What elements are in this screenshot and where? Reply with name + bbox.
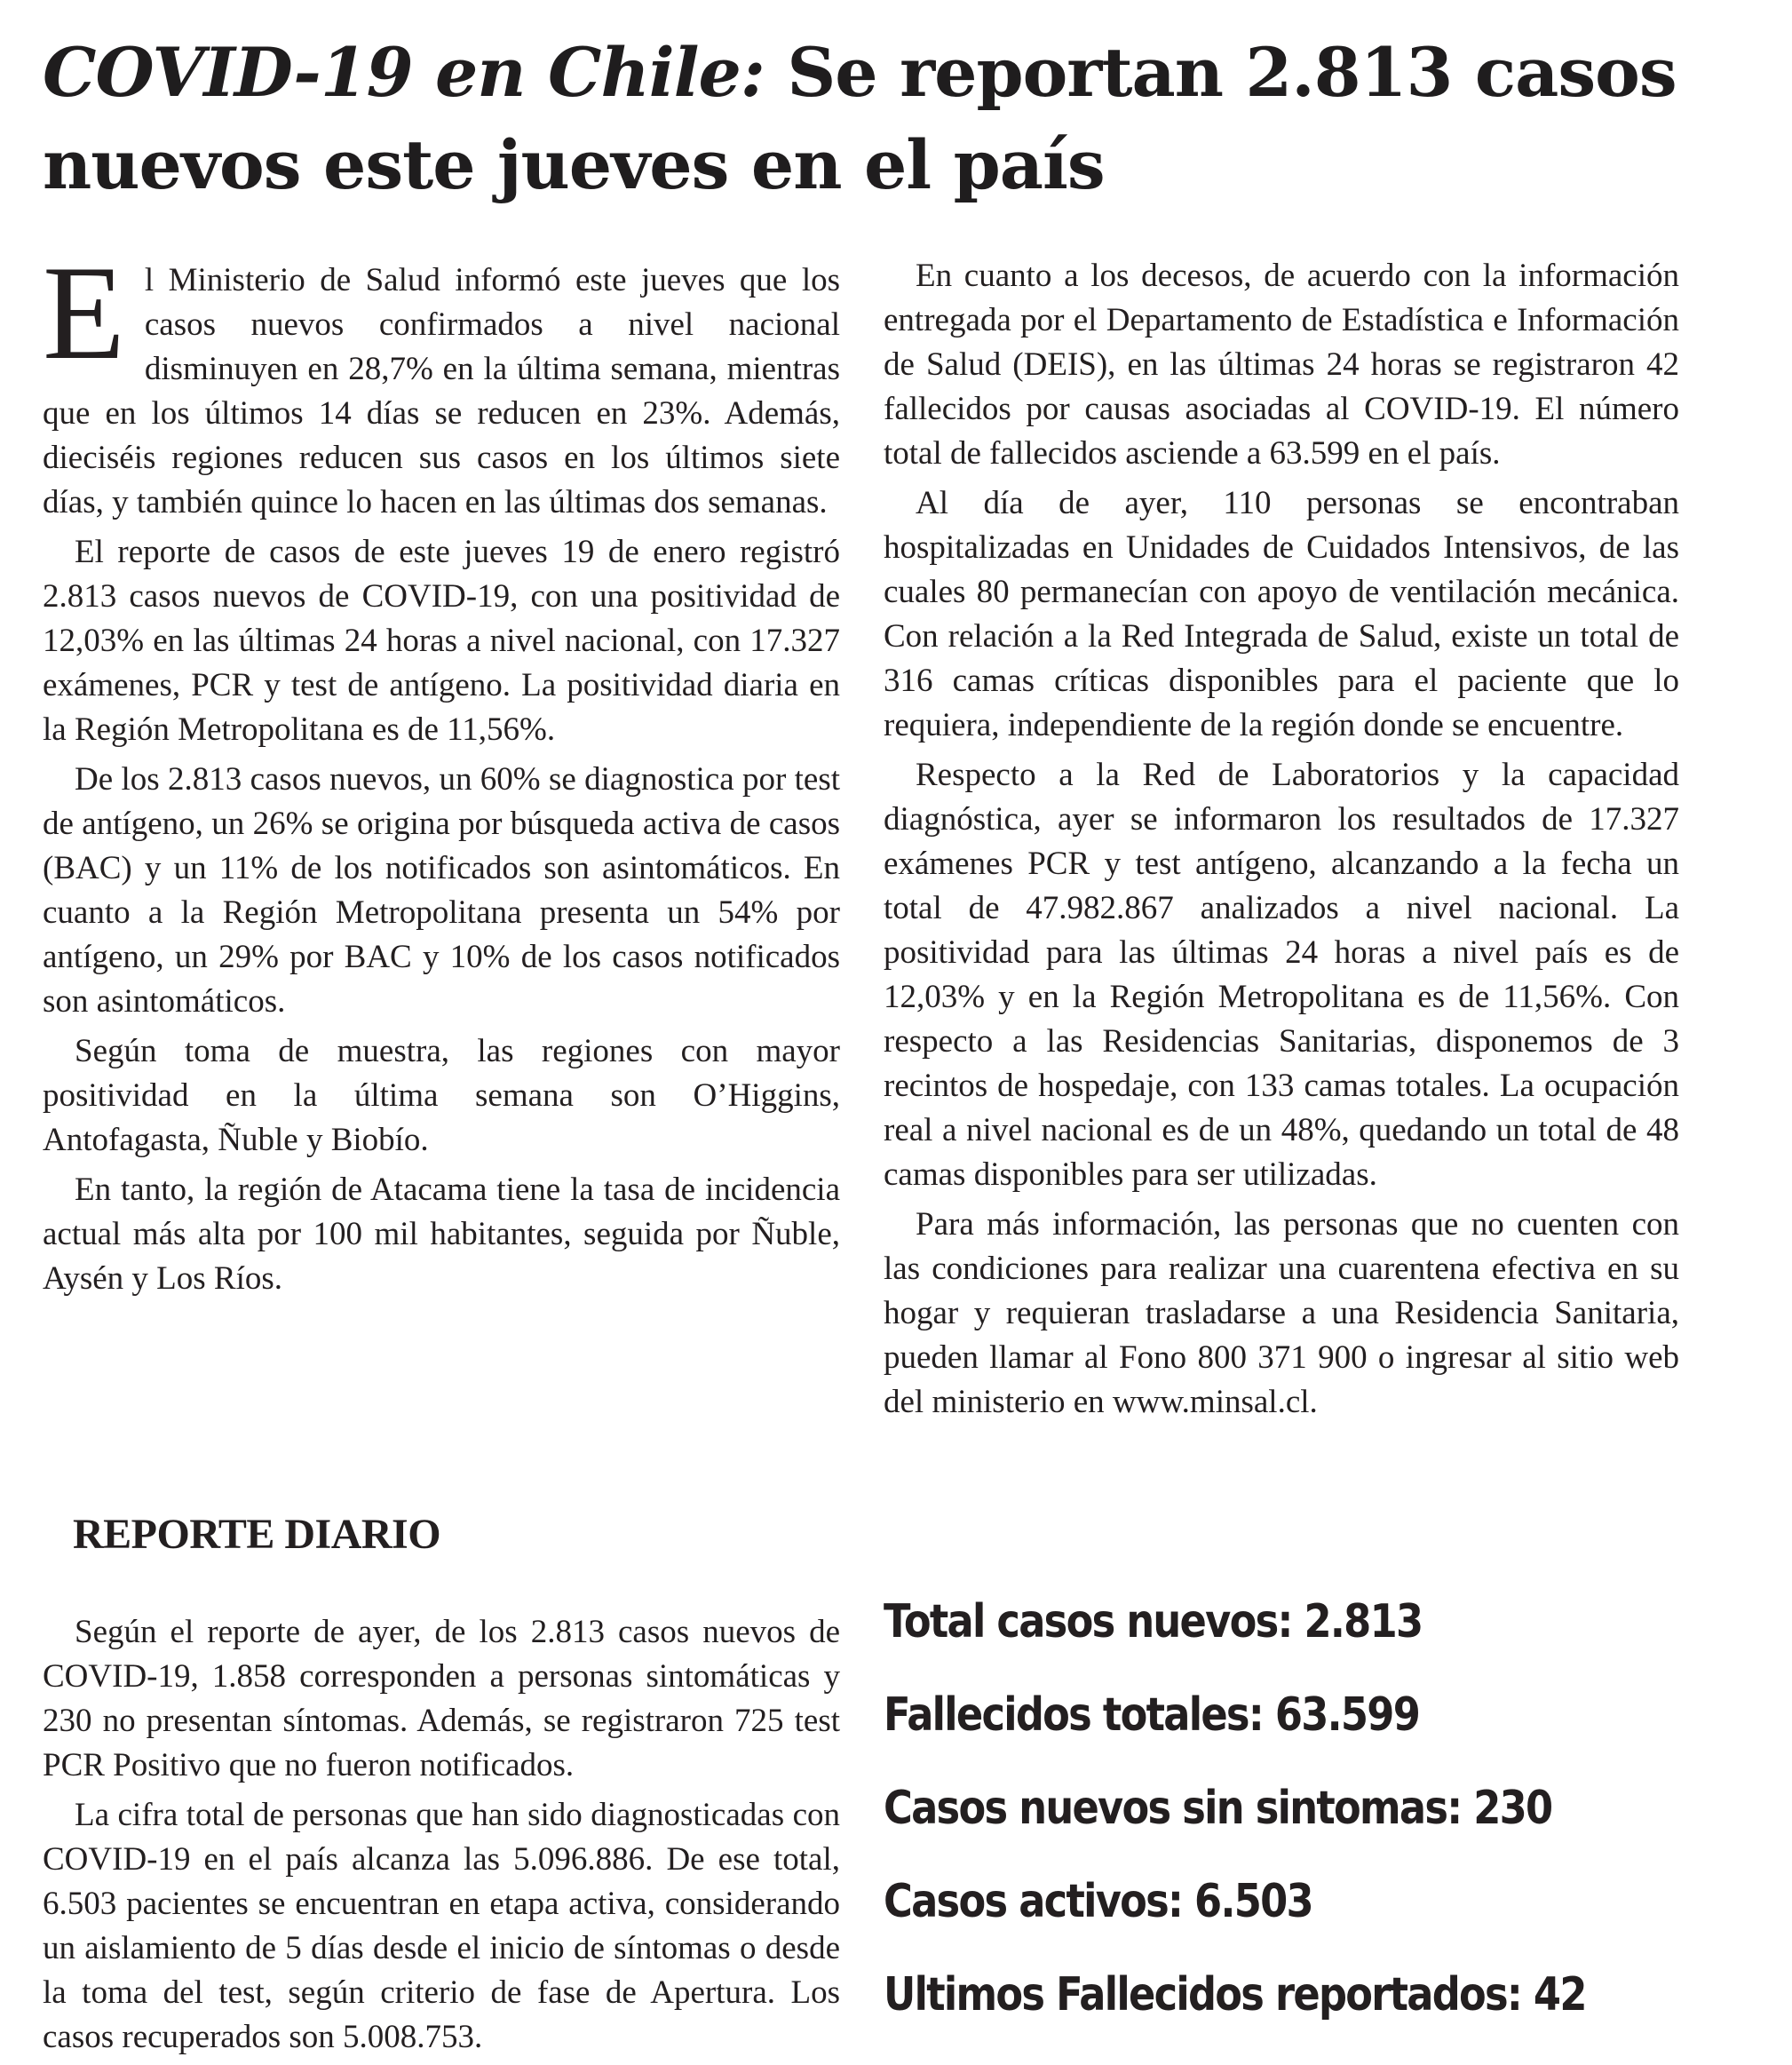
stat-asymptomatic-cases: Casos nuevos sin sintomas: 230 [884,1782,1552,1835]
right-paragraph-2: Al día de ayer, 110 personas se encontraban hospitalizadas en Unidades de Cuidados Intensivos, de las cuales 80 permanecían con apoyo de ventilación mecánica. Con relación a la Red Integrada de Salud, existe un total de 316 camas críticas disponibles para el paciente que lo requiera, independiente de la región donde se encuentre. [884,485,1679,743]
article-column-left [43,238,840,1307]
headline [43,27,1730,211]
section-title: REPORTE DIARIO [73,1511,441,1558]
stats-summary [884,1590,1736,2056]
headline-rest: Se reportan 2.813 casos nuevos este jueves en el país [43,33,1677,204]
article-column-right [884,254,1679,1430]
stat-latest-deaths: Ultimos Fallecidos reportados: 42 [884,1968,1586,2021]
article-paragraph-1 [43,238,840,525]
article-column-left-section [43,1610,840,2065]
article-paragraph-2: El reporte de casos de este jueves 19 de enero registró 2.813 casos nuevos de COVID-19, con una positividad de 12,03% en las últimas 24 horas a nivel nacional, con 17.327 exámenes, PCR y test de antígeno. La positividad diaria en la Región Metropolitana es de 11,56%. [43,534,840,748]
stat-total-new-cases: Total casos nuevos: 2.813 [884,1595,1423,1648]
right-paragraph-1: En cuanto a los decesos, de acuerdo con la información entregada por el Departamento de Estadística e Información de Salud (DEIS), en las últimas 24 horas se registraron 42 fallecidos por causas asociadas al COVID-19. El número total de fallecidos asciende a 63.599 en el país. [884,258,1679,472]
article-paragraph-3: De los 2.813 casos nuevos, un 60% se diagnostica por test de antígeno, un 26% se origina por búsqueda activa de casos (BAC) y un 11% de los notificados son asintomáticos. En cuanto a la Región Metropolitana presenta un 54% por antígeno, un 29% por BAC y 10% de los casos notificados son asintomáticos. [43,761,840,1020]
article-paragraph-4: Según toma de muestra, las regiones con mayor positividad en la última semana son O’Higgins, Antofagasta, Ñuble y Biobío. [43,1033,840,1158]
article-paragraph-5: En tanto, la región de Atacama tiene la tasa de incidencia actual más alta por 100 mil habitantes, seguida por Ñuble, Aysén y Los Ríos. [43,1171,840,1297]
section-paragraph-2: La cifra total de personas que han sido diagnosticadas con COVID-19 en el país alcanza las 5.096.886. De ese total, 6.503 pacientes se encuentran en etapa activa, considerando un aislamiento de 5 días desde el inicio de síntomas o desde la toma del test, según criterio de fase de Apertura. Los casos recuperados son 5.008.753. [43,1797,840,2055]
right-paragraph-3: Respecto a la Red de Laboratorios y la capacidad diagnóstica, ayer se informaron los resultados de 17.327 exámenes PCR y test antígeno, alcanzando a la fecha un total de 47.982.867 analizados a nivel nacional. La positividad para las últimas 24 horas a nivel país es de 12,03% y en la Región Metropolitana es de 11,56%. Con respecto a las Residencias Sanitarias, disponemos de 3 recintos de hospedaje, con 133 camas totales. La ocupación real a nivel nacional es de un 48%, quedando un total de 48 camas disponibles para ser utilizadas. [884,757,1679,1193]
drop-cap: E [43,238,125,387]
headline-lead: COVID-19 en Chile: [43,33,765,112]
right-paragraph-4: Para más información, las personas que no cuenten con las condiciones para realizar una cuarentena efectiva en su hogar y requieran trasladarse a una Residencia Sanitaria, pueden llamar al Fono 800 371 900 o ingresar al sitio web del ministerio en www.minsal.cl. [884,1206,1679,1420]
section-paragraph-1: Según el reporte de ayer, de los 2.813 casos nuevos de COVID-19, 1.858 corresponden a personas sintomáticas y 230 no presentan síntomas. Además, se registraron 725 test PCR Positivo que no fueron notificados. [43,1614,840,1783]
stat-active-cases: Casos activos: 6.503 [884,1875,1312,1928]
paragraph-text: l Ministerio de Salud informó este jueves que los casos nuevos confirmados a nivel nacional disminuyen en 28,7% en la última semana, mientras que en los últimos 14 días se reducen en 23%. Además, dieciséis regiones reducen sus casos en los últimos siete días, y también quince lo hacen en las últimas dos semanas. [43,262,840,520]
stat-total-deaths: Fallecidos totales: 63.599 [884,1688,1420,1742]
